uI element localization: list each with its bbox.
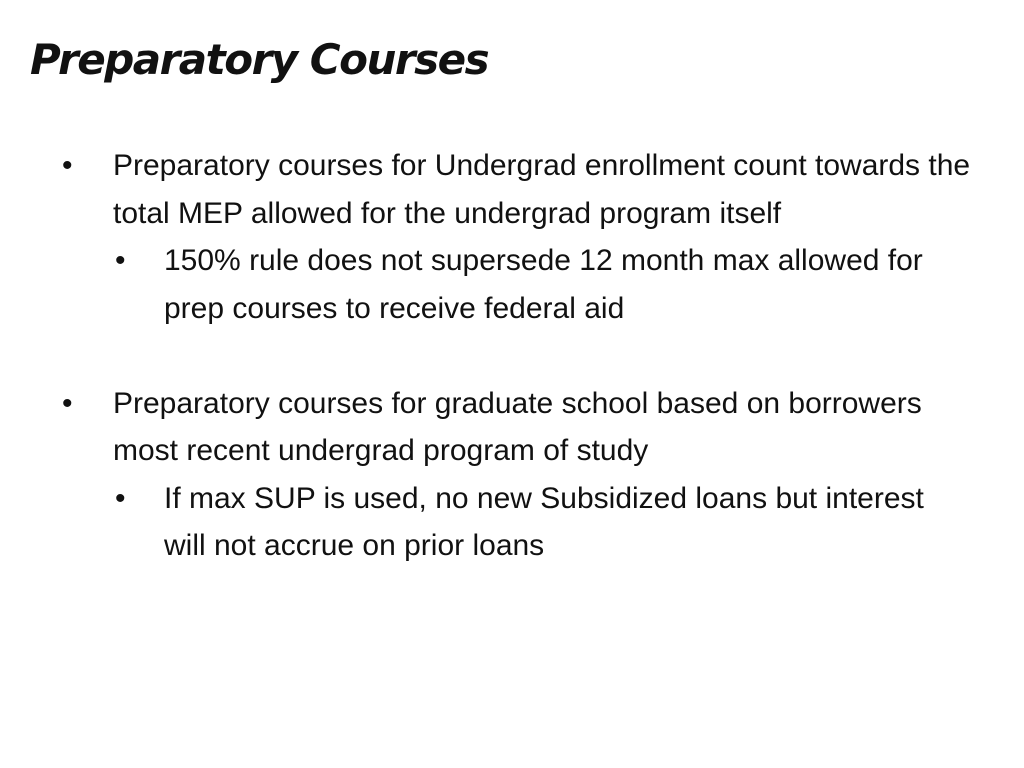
bullet-item bbox=[0, 142, 973, 237]
sub-bullet-item bbox=[0, 237, 954, 332]
bullet-text: Preparatory courses for graduate school based on borrowers most recent undergrad program of study bbox=[113, 386, 922, 467]
bullet-text: Preparatory courses for Undergrad enrollment count towards the total MEP allowed for the undergrad program itself bbox=[113, 149, 971, 230]
bullet-list bbox=[0, 142, 1024, 570]
sub-bullet-icon: • bbox=[115, 244, 126, 277]
sub-bullet-text: If max SUP is used, no new Subsidized loans but interest will not accrue on prior loans bbox=[164, 481, 924, 562]
bullet-icon: • bbox=[62, 386, 73, 420]
sub-bullet-item bbox=[0, 475, 954, 570]
sub-bullet-text: 150% rule does not supersede 12 month max allowed for prep courses to receive federal aid bbox=[164, 244, 923, 325]
bullet-item bbox=[0, 380, 973, 475]
spacer bbox=[0, 332, 1024, 380]
bullet-icon: • bbox=[62, 149, 73, 182]
sub-bullet-icon: • bbox=[115, 481, 126, 515]
slide-title: Preparatory Courses bbox=[30, 35, 489, 84]
